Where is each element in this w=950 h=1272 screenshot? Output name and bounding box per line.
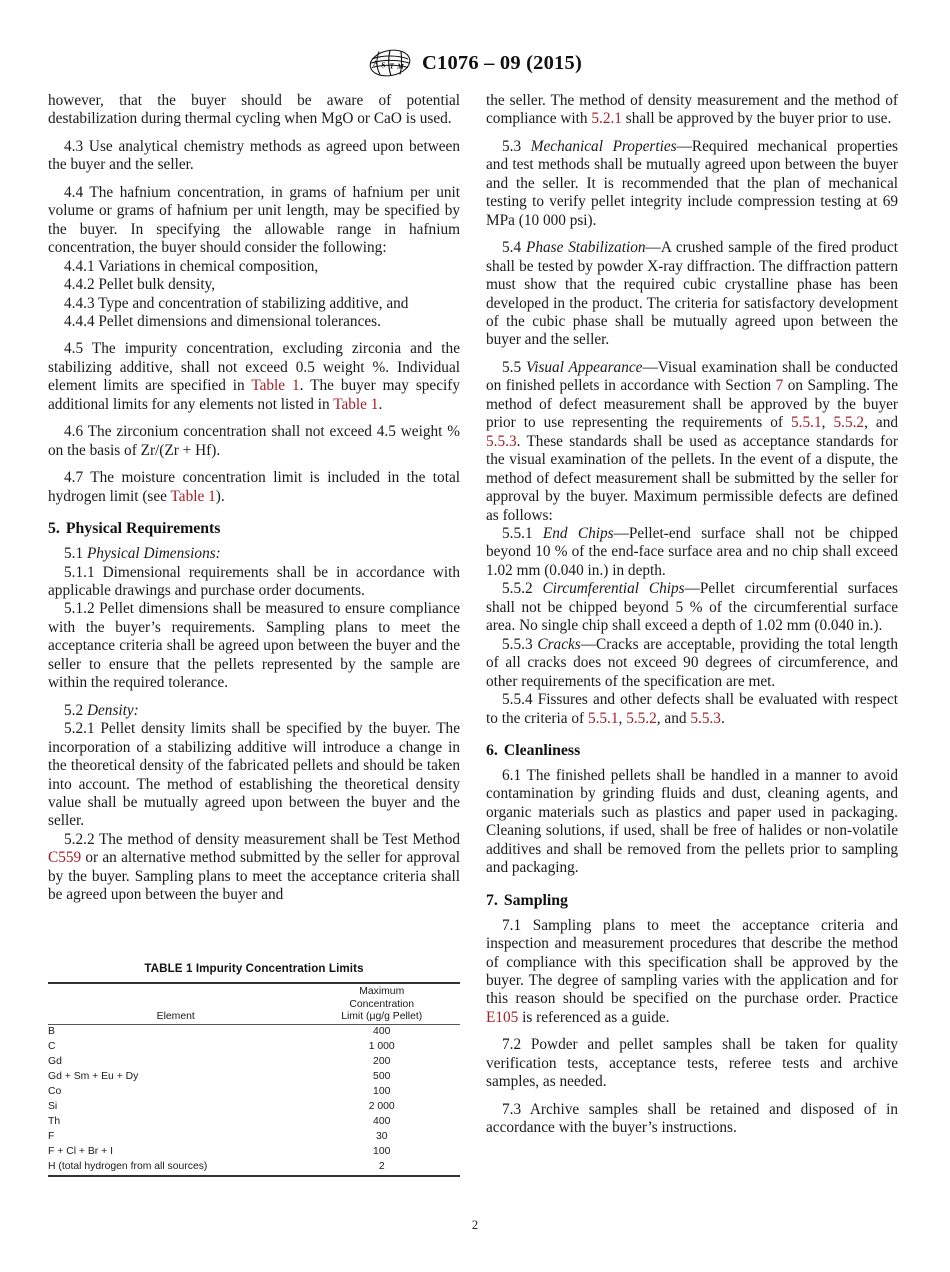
p-4-4-4	[48, 313, 460, 331]
text-run: , and	[864, 414, 898, 432]
text-run: is referenced as a guide.	[518, 1008, 670, 1026]
section-title-5: Physical Requirements	[65, 520, 221, 538]
section-title-6: Cleanliness	[503, 741, 581, 759]
table-row	[48, 1024, 460, 1039]
table-row	[48, 1040, 460, 1055]
cross-reference-link[interactable]: Table 1	[251, 377, 300, 395]
text-run: 5.2.1 Pellet density limits shall be specified by the buyer. The incorporation of a stabilizing additive will introduce a change in the theoretical density of the fabricated pellets and should be taken into account. The method of establishing the theoretical density value shall be mutually agreed upon between the buyer and the seller.	[48, 720, 460, 830]
p-5-5-1	[486, 525, 898, 580]
p-5-1	[48, 545, 460, 563]
cell-element: Gd	[48, 1055, 62, 1067]
cell-limit: 500	[373, 1070, 391, 1082]
document-header	[0, 48, 950, 78]
impurity-limits-table	[48, 982, 460, 1177]
section-number-6: 6.	[486, 741, 498, 759]
cross-reference-link[interactable]: 5.5.2	[626, 709, 657, 727]
p-5-1-2	[48, 600, 460, 692]
text-run: , and	[656, 709, 691, 727]
table-row	[48, 1115, 460, 1130]
svg-text:T: T	[389, 61, 395, 71]
p-5-5-4	[486, 691, 898, 728]
text-run: . These standards shall be used as acceptance standards for the visual examination of the pellets. In the event of a dispute, the method of defect measurement shall be submitted by the seller for approval by the buyer. Maximum permissible defects are defined as follows:	[486, 432, 898, 524]
left-paragraph-group-1	[48, 92, 460, 506]
cell-limit: 1 000	[368, 1040, 395, 1052]
table-row	[48, 1085, 460, 1100]
italic-term: Circumferential Chips	[542, 580, 685, 598]
cell-element: Si	[48, 1100, 58, 1112]
text-run: .	[378, 395, 383, 413]
table-header-row	[48, 986, 460, 1024]
table-row	[48, 1100, 460, 1115]
text-run: 5.2	[64, 701, 87, 719]
p-4-3	[48, 138, 460, 175]
cross-reference-link[interactable]: 5.2.1	[591, 110, 622, 128]
text-run: 5.1.2 Pellet dimensions shall be measured to ensure compliance with the buyer’s requirements. Sampling plans to meet the acceptance criteria shall be agreed upon between the buyer and the seller to ensure that the pellets represented by the sample are within the required tolerance.	[48, 600, 460, 692]
cell-element: H (total hydrogen from all sources)	[48, 1160, 208, 1172]
p-5-5-3	[486, 636, 898, 691]
table-row	[48, 1160, 460, 1176]
text-run: 7.2 Powder and pellet samples shall be taken for quality verification tests, acceptance tests, referee tests and archive samples, as needed.	[486, 1036, 898, 1091]
cross-reference-link[interactable]: Table 1	[333, 395, 379, 413]
italic-term: Density:	[86, 701, 139, 719]
text-run: 4.4.3 Type and concentration of stabilizing additive, and	[64, 294, 409, 312]
right-paragraph-group-1	[486, 92, 898, 728]
p-5-5	[486, 359, 898, 525]
right-paragraph-group-2	[486, 767, 898, 878]
text-run: 6.1 The finished pellets shall be handled in a manner to avoid contamination by grinding fluids and dust, cleaning agents, and organic materials such as plastics and paper used in packaging. Cleaning solutions, if used, shall be free of halides or non-volatile additives and shall be removed from the pellets prior to sampling and packaging.	[486, 766, 898, 877]
col-header-line-2: Concentration	[349, 998, 415, 1010]
cell-element: F	[48, 1130, 55, 1142]
cell-element: C	[48, 1040, 56, 1052]
text-run: 4.6 The zirconium concentration shall not exceed 4.5 weight % on the basis of Zr/(Zr + Hf).	[48, 423, 460, 459]
section-title-7: Sampling	[503, 891, 568, 909]
text-run: ,	[618, 709, 627, 727]
p-7-3	[486, 1101, 898, 1138]
italic-term: Visual Appearance	[525, 358, 643, 376]
cell-limit: 400	[373, 1025, 391, 1037]
cross-reference-link[interactable]: 5.5.1	[587, 709, 619, 727]
italic-term: Physical Dimensions:	[86, 545, 221, 563]
table-bottom-rule-row	[48, 1176, 460, 1177]
cross-reference-link[interactable]: C559	[48, 849, 82, 867]
text-run: 5.3	[502, 137, 531, 155]
text-run: 5.1	[64, 545, 87, 563]
cross-reference-link[interactable]: 7	[775, 377, 784, 395]
svg-text:S: S	[380, 60, 386, 70]
table-1-block	[48, 962, 460, 1177]
text-run: 4.5 The impurity concentration, excluding zirconia and the stabilizing additive, shall not exceed 0.5 weight %. Individual element limits are specified in	[48, 340, 460, 395]
p-5-3	[486, 138, 898, 230]
text-run: 4.3 Use analytical chemistry methods as agreed upon between the buyer and the seller.	[48, 137, 460, 174]
text-run: 5.5.4 Fissures and other defects shall be evaluated with respect to the criteria of	[486, 691, 898, 727]
p-4-4	[48, 184, 460, 258]
p-4-5	[48, 340, 460, 414]
text-run: 7.3 Archive samples shall be retained and disposed of in accordance with the buyer’s instructions.	[486, 1100, 898, 1137]
text-run: 5.5.2	[502, 580, 543, 598]
italic-term: Mechanical Properties	[530, 137, 677, 155]
table-footer	[48, 1176, 460, 1177]
cell-element: Gd + Sm + Eu + Dy	[48, 1070, 139, 1082]
text-run: ).	[215, 487, 225, 505]
text-run: or an alternative method submitted by the seller for approval by the buyer. Sampling plans to meet the acceptance criteria shall be agreed upon between the buyer and	[48, 849, 460, 904]
cross-reference-link[interactable]: 5.5.3	[690, 709, 721, 727]
text-run: 7.1 Sampling plans to meet the acceptance criteria and inspection and measurement procedures that describe the method of compliance with this specification shall be approved by the buyer. The degree of sampling varies with the application and for this reason should be specified on the purchase order. Practice	[486, 916, 898, 1008]
cell-limit: 2 000	[368, 1100, 395, 1112]
cross-reference-link[interactable]: E105	[486, 1008, 519, 1026]
cell-limit: 2	[378, 1160, 385, 1172]
p-continued	[48, 92, 460, 129]
text-run: 5.5.1	[502, 524, 543, 542]
text-run: 4.7 The moisture concentration limit is included in the total hydrogen limit (see	[48, 469, 460, 505]
col-header-line-3: Limit (μg/g Pellet)	[341, 1011, 423, 1023]
p-5-2-2	[48, 831, 460, 905]
text-run: 5.2.2 The method of density measurement shall be Test Method	[64, 830, 460, 848]
section-number-7: 7.	[486, 891, 498, 909]
p-5-5-2	[486, 580, 898, 635]
p-5-4	[486, 239, 898, 350]
text-run: 5.5	[502, 358, 526, 376]
text-run: . The buyer may specify additional limits for any elements not listed in	[48, 377, 460, 413]
cell-limit: 100	[373, 1085, 391, 1097]
text-run: —Visual examination shall be conducted on finished pellets in accordance with Section	[486, 358, 898, 395]
p-4-4-3	[48, 295, 460, 313]
left-paragraph-group-2	[48, 545, 460, 905]
cell-element: Co	[48, 1085, 62, 1097]
p-5-1-1	[48, 564, 460, 601]
p-7-2	[486, 1036, 898, 1091]
table-row	[48, 1145, 460, 1160]
astm-logo	[368, 48, 412, 78]
p-4-7	[48, 469, 460, 506]
table-row	[48, 1130, 460, 1145]
right-column	[486, 92, 898, 1138]
section-heading-6	[486, 741, 898, 760]
p-5-2	[48, 702, 460, 720]
cell-element: Th	[48, 1115, 61, 1127]
cross-reference-link[interactable]: 5.5.1	[791, 414, 822, 432]
p-4-4-2	[48, 276, 460, 294]
italic-term: Phase Stabilization	[525, 239, 646, 257]
table-caption: TABLE 1 Impurity Concentration Limits	[144, 962, 364, 975]
section-number-5: 5.	[48, 520, 60, 538]
right-paragraph-group-3	[486, 917, 898, 1138]
table-body	[48, 1024, 460, 1175]
p-4-4-1	[48, 258, 460, 276]
text-run: 4.4.4 Pellet dimensions and dimensional tolerances.	[64, 312, 381, 330]
text-run: on Sampling. The method of defect measurement shall be approved by the buyer prior to use representing the requirements of	[486, 377, 898, 432]
text-run: —Cracks are acceptable, providing the total length of all cracks does not exceed 90 degrees of circumference, and other requirements of the specification are met.	[486, 635, 898, 690]
text-run: —Pellet circumferential surfaces shall not be chipped beyond 5 % of the circumferential surface area. No single chip shall exceed a depth of 1.02 mm (0.040 in.).	[486, 580, 898, 635]
cell-element: B	[48, 1025, 55, 1037]
text-run: 4.4.1 Variations in chemical composition,	[64, 257, 319, 275]
document-designation: C1076 – 09 (2015)	[422, 51, 582, 74]
cell-limit: 100	[373, 1145, 391, 1157]
col-header-max-limit	[303, 986, 460, 1024]
p-continued-right	[486, 92, 898, 129]
section-heading-5	[48, 519, 460, 538]
text-run: the seller. The method of density measurement and the method of compliance with	[486, 92, 898, 128]
italic-term: End Chips	[542, 524, 614, 542]
section-heading-7	[486, 891, 898, 910]
cell-element: F + Cl + Br + I	[48, 1145, 113, 1157]
cross-reference-link[interactable]: 5.5.3	[486, 432, 517, 450]
italic-term: Cracks	[537, 635, 581, 653]
cross-reference-link[interactable]: 5.5.2	[833, 414, 865, 432]
text-run: 5.4	[502, 239, 526, 257]
p-7-1	[486, 917, 898, 1028]
text-run: ,	[821, 414, 834, 432]
cell-limit: 400	[373, 1115, 391, 1127]
col-header-element: Element	[156, 1011, 195, 1023]
table-header	[48, 983, 460, 1024]
text-run: 4.4 The hafnium concentration, in grams of hafnium per unit volume or grams of hafnium per unit length, may be specified by the buyer. In specifying the allowable range in hafnium concentration, the buyer should consider the following:	[48, 183, 460, 257]
page-number: 2	[471, 1218, 479, 1232]
svg-text:A: A	[372, 58, 379, 68]
table-row	[48, 1070, 460, 1085]
cell-limit: 200	[373, 1055, 391, 1067]
text-run: —Required mechanical properties and test methods shall be mutually agreed upon between the buyer and the seller. It is recommended that the plan of mechanical testing to verify pellet integrity include compression testing at 69 MPa (10 000 psi).	[486, 137, 899, 229]
col-header-line-1: Maximum	[359, 986, 405, 997]
table-row	[48, 1055, 460, 1070]
cross-reference-link[interactable]: Table 1	[170, 487, 216, 505]
table-bottom-rule	[48, 1176, 460, 1177]
p-5-2-1	[48, 720, 460, 831]
text-run: .	[720, 709, 725, 727]
text-run: 5.1.1 Dimensional requirements shall be in accordance with applicable drawings and purchase order documents.	[48, 563, 460, 599]
text-run: 4.4.2 Pellet bulk density,	[64, 276, 216, 294]
p-6-1	[486, 767, 898, 878]
text-run: —Pellet-end surface shall not be chipped beyond 10 % of the end-face surface area and no chip shall exceed 1.02 mm (0.040 in.) in depth.	[486, 524, 898, 579]
cell-limit: 30	[375, 1130, 388, 1142]
p-4-6	[48, 423, 460, 460]
svg-text:M: M	[396, 61, 405, 71]
text-run: shall be approved by the buyer prior to use.	[621, 110, 892, 128]
left-column	[48, 92, 460, 905]
text-run: however, that the buyer should be aware of potential destabilization during thermal cycling when MgO or CaO is used.	[48, 92, 460, 128]
text-run: —A crushed sample of the fired product shall be tested by powder X-ray diffraction. The diffraction pattern must show that the required cubic crystalline phase has been developed in the product. The criteria for satisfactory development of the cubic phase shall be mutually agreed upon between the buyer and the seller.	[486, 239, 898, 349]
text-run: 5.5.3	[502, 635, 538, 653]
